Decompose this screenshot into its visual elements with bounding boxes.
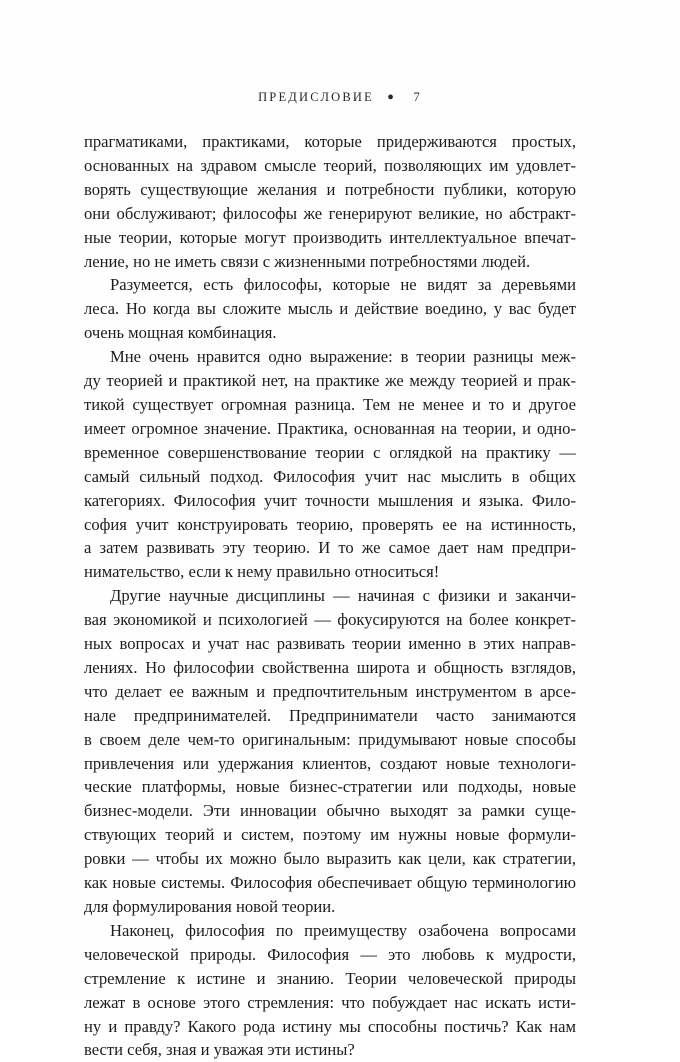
text-line: ну и правду? Какого рода истину мы способны постичь? Как нам (84, 1016, 576, 1036)
text-line: вести себя, зная и уважая эти истины? (84, 1040, 355, 1060)
text-line: Наконец, философия по преимуществу озабочена вопросами (110, 920, 576, 940)
text-line: нимательство, если к нему правильно относиться! (84, 562, 440, 582)
text-line: ных вопросах и учат нас развивать теории именно в этих направ- (84, 634, 576, 654)
text-line: ствующих теорий и систем, поэтому им нужны новые формули- (84, 825, 576, 845)
body-text (84, 130, 576, 1062)
text-line: категориях. Философия учит точности мышления и языка. Фило- (84, 490, 576, 510)
text-line: а затем развивать эту теорию. И то же самое дает нам предпри- (84, 538, 576, 558)
paragraph-5 (84, 919, 576, 1062)
running-head (0, 90, 680, 105)
text-line: нале предпринимателей. Предприниматели часто занимаются (84, 705, 576, 725)
text-line: самый сильный подход. Философия учит нас мыслить в общих (84, 466, 576, 486)
text-line: тикой существует огромная разница. Тем не менее и то и другое (84, 394, 576, 414)
text-line: человеческой природы. Философия — это любовь к мудрости, (84, 944, 576, 964)
text-line: очень мощная комбинация. (84, 323, 277, 343)
text-line: они обслуживают; философы же генерируют великие, но абстракт- (84, 203, 576, 223)
text-line: для формулирования новой теории. (84, 897, 336, 916)
paragraph-3 (84, 345, 576, 584)
text-line: ду теорией и практикой нет, на практике же между теорией и прак- (84, 371, 576, 391)
paragraph-1 (84, 130, 576, 273)
text-line: ворять существующие желания и потребности публики, которую (84, 179, 576, 199)
text-line: софия учит конструировать теорию, проверять ее на истинность, (84, 514, 576, 534)
text-line: ровки — чтобы их можно было выразить как цели, как стратегии, (84, 849, 576, 869)
text-line: ческие платформы, новые бизнес-стратегии или подходы, новые (84, 777, 576, 797)
text-line: основанных на здравом смысле теорий, позволяющих им удовлет- (84, 155, 576, 175)
text-line: что делает ее важным и предпочтительным инструментом в арсе- (84, 681, 576, 701)
text-line: ление, но не иметь связи с жизненными потребностями людей. (84, 251, 531, 271)
chapter-title: ПРЕДИСЛОВИЕ (258, 90, 374, 104)
text-line: ные теории, которые могут производить интеллектуальное впечат- (84, 227, 576, 247)
page-number: 7 (413, 90, 422, 104)
text-line: как новые системы. Философия обеспечивает общую терминологию (84, 873, 576, 893)
text-line: имеет огромное значение. Практика, основанная на теории, и одно- (84, 418, 576, 438)
text-line: леса. Но когда вы сложите мысль и действие воедино, у вас будет (84, 299, 576, 319)
paragraph-4 (84, 584, 576, 919)
text-line: в своем деле чем-то оригинальным: придумывают новые способы (84, 729, 576, 749)
text-line: бизнес-модели. Эти инновации обычно выходят за рамки суще- (84, 801, 576, 821)
text-line: привлечения или удержания клиентов, создают новые технологи- (84, 753, 576, 773)
text-line: временное совершенствование теории с оглядкой на практику — (84, 442, 576, 462)
text-line: лениях. Но философии свойственна широта и общность взглядов, (84, 657, 576, 677)
paragraph-2 (84, 273, 576, 345)
text-line: прагматиками, практиками, которые придерживаются простых, (84, 132, 576, 151)
bullet-separator: ● (387, 91, 397, 103)
text-line: Мне очень нравится одно выражение: в теории разницы меж- (110, 347, 576, 367)
text-line: лежат в основе этого стремления: что побуждает нас искать исти- (84, 992, 576, 1012)
text-line: стремление к истине и знанию. Теории человеческой природы (84, 968, 576, 988)
text-line: Другие научные дисциплины — начиная с физики и заканчи- (110, 586, 576, 606)
text-line: вая экономикой и психологией — фокусируются на более конкрет- (84, 610, 576, 630)
text-line: Разумеется, есть философы, которые не видят за деревьями (110, 275, 576, 295)
